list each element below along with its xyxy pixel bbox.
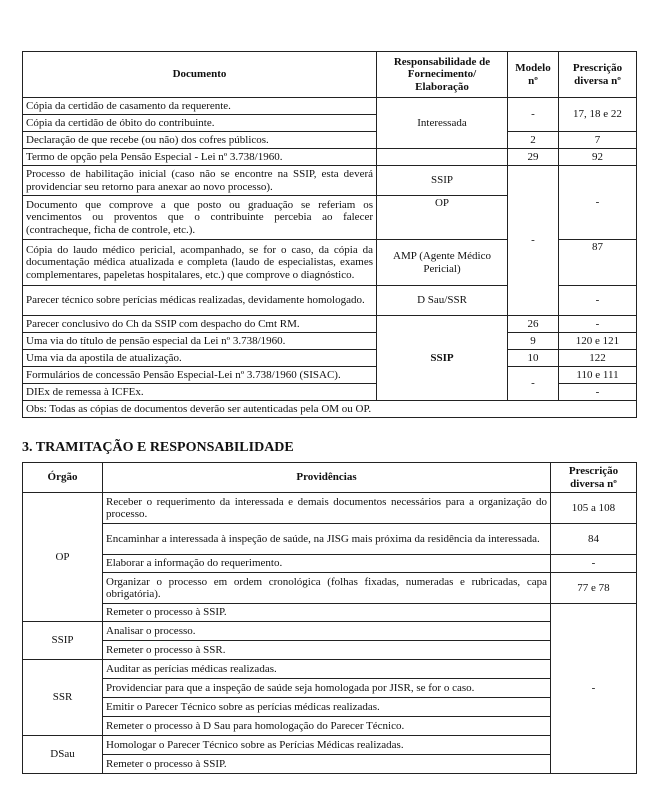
header-providencias: Providências [103,463,551,493]
table-row: Uma via do título de pensão especial da Lei nº 3.738/1960. [23,333,377,350]
resp-ssip: SSIP [377,166,508,196]
documents-table [22,51,637,418]
header-documento: Documento [23,52,377,98]
table-row: Parecer conclusivo do Ch da SSIP com despacho do Cmt RM. [23,316,377,333]
modelo-cell: 26 [508,316,559,333]
table-row: DIEx de remessa à ICFEx. [23,384,377,401]
modelo-cell: - [508,367,559,401]
list-item: Providenciar para que a inspeção de saúde seja homologada por JISR, se for o caso. [103,679,551,698]
modelo-cell: - [508,98,559,132]
resp-interessada: Interessada [377,98,508,149]
orgao-ssip: SSIP [23,622,103,660]
table-row: Documento que comprove a que posto ou graduação se referiam os vencimentos ou proventos que o contribuinte percebia ao falecer (contracheque, ficha de controle, etc.). [23,196,377,240]
header-prescricao: Prescrição diversa nº [559,52,637,98]
resp-empty [377,149,508,166]
orgao-ssr: SSR [23,660,103,736]
list-item: Auditar as perícias médicas realizadas. [103,660,551,679]
list-item: Homologar o Parecer Técnico sobre as Perícias Médicas realizadas. [103,736,551,755]
resp-op: OP [377,196,508,240]
list-item: Remeter o processo à SSIP. [103,755,551,774]
orgao-dsau: DSau [23,736,103,774]
resp-amp: AMP (Agente Médico Pericial) [377,240,508,286]
table-row: Parecer técnico sobre perícias médicas realizadas, devidamente homologado. [23,286,377,316]
prescricao-cell: - [559,166,637,240]
modelo-cell: 2 [508,132,559,149]
list-item: Encaminhar a interessada à inspeção de saúde, na JISG mais próxima da residência da interessada. [103,524,551,555]
list-item: Emitir o Parecer Técnico sobre as perícias médicas realizadas. [103,698,551,717]
modelo-cell: 9 [508,333,559,350]
modelo-cell: 29 [508,149,559,166]
list-item: Analisar o processo. [103,622,551,641]
obs-note: Obs: Todas as cópias de documentos deverão ser autenticadas pela OM ou OP. [23,401,637,418]
prescricao-cell: 87 [559,240,637,286]
resp-dsau: D Sau/SSR [377,286,508,316]
table-row: Uma via da apostila de atualização. [23,350,377,367]
header-prescricao-2: Prescrição diversa nº [551,463,637,493]
section-title: 3. TRAMITAÇÃO E RESPONSABILIDADE [22,440,294,455]
orgao-op: OP [23,493,103,622]
prescricao-cell: 110 e 111 [559,367,637,384]
list-item: Organizar o processo em ordem cronológica (folhas fixadas, numeradas e rubricadas, capa obrigatória). [103,573,551,604]
prescricao-cell: - [559,384,637,401]
resp-ssip-bold: SSIP [377,316,508,401]
prescricao-cell: - [559,316,637,333]
tramitacao-table [22,462,551,774]
tramitacao-prescricao-column [550,462,637,774]
prescricao-cell: 17, 18 e 22 [559,98,637,132]
table-row: Cópia do laudo médico pericial, acompanhado, se for o caso, da cópia da documentação médica atualizada e completa (laudo de especialistas, exames complementares, papeletas hospitalares, etc.) que comprove o diagnóstico. [23,240,377,286]
table-row: Cópia da certidão de casamento da requerente. [23,98,377,115]
table-row: Termo de opção pela Pensão Especial - Lei nº 3.738/1960. [23,149,377,166]
table-row: Processo de habilitação inicial (caso não se encontre na SSIP, esta deverá providenciar seu retorno para anexar ao novo processo). [23,166,377,196]
prescricao-cell: 105 a 108 [551,493,637,524]
list-item: Receber o requerimento da interessada e demais documentos necessários para a organização do processo. [103,493,551,524]
list-item: Remeter o processo à SSIP. [103,604,551,622]
table-row: Formulários de concessão Pensão Especial-Lei nº 3.738/1960 (SISAC). [23,367,377,384]
list-item: Elaborar a informação do requerimento. [103,555,551,573]
prescricao-cell: 92 [559,149,637,166]
list-item: Remeter o processo à D Sau para homologação do Parecer Técnico. [103,717,551,736]
table-row: Cópia da certidão de óbito do contribuinte. [23,115,377,132]
modelo-cell: - [508,166,559,316]
header-responsabilidade: Responsabilidade de Fornecimento/ Elaboração [377,52,508,98]
prescricao-cell: - [551,555,637,573]
prescricao-cell: 7 [559,132,637,149]
prescricao-cell: 77 e 78 [551,573,637,604]
header-modelo: Modelo nº [508,52,559,98]
table-row: Declaração de que recebe (ou não) dos cofres públicos. [23,132,377,149]
prescricao-cell: 122 [559,350,637,367]
prescricao-cell: - [551,604,637,774]
prescricao-cell: 120 e 121 [559,333,637,350]
list-item: Remeter o processo à SSR. [103,641,551,660]
header-orgao: Órgão [23,463,103,493]
modelo-cell: 10 [508,350,559,367]
prescricao-cell: 84 [551,524,637,555]
prescricao-cell: - [559,286,637,316]
